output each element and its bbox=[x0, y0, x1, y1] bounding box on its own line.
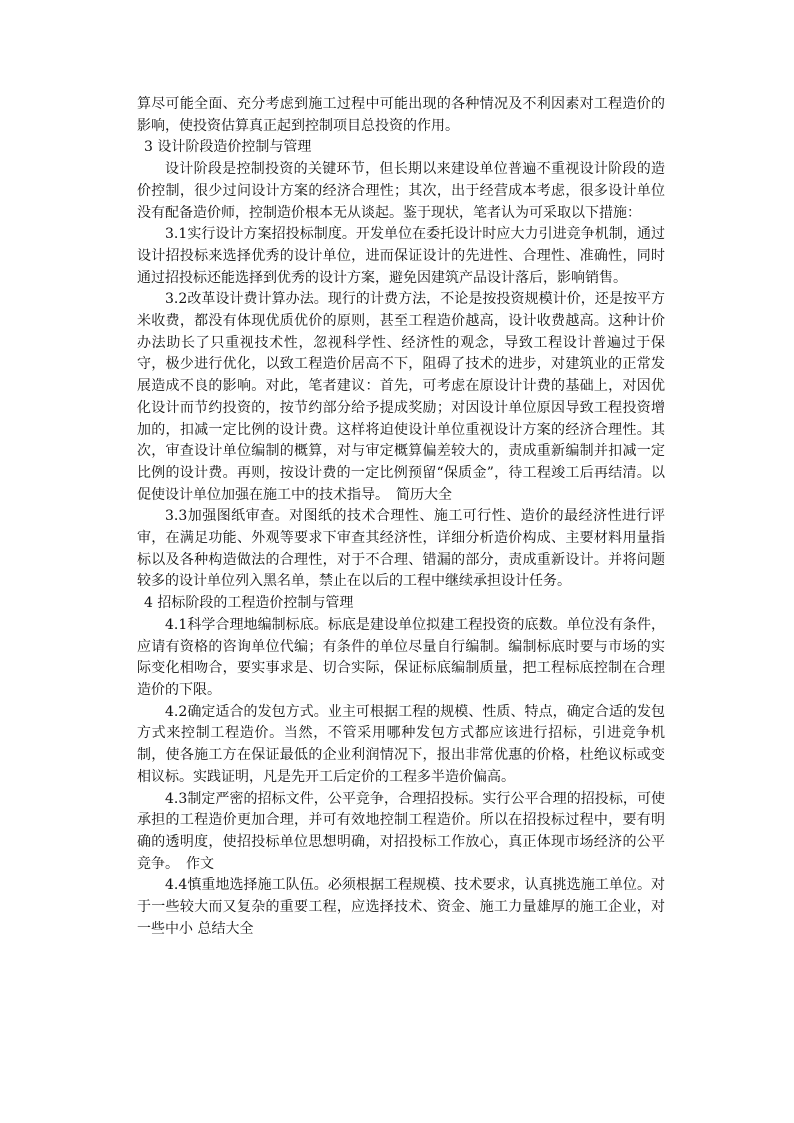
body-paragraph: 4.2确定适合的发包方式。业主可根据工程的规模、性质、特点，确定合适的发包方式来控制工程造价。当然，不管采用哪种发包方式都应该进行招标，引进竞争机制，使各施工方在保证最低的企业利润情况下，报出非常优惠的价格，杜绝议标或变相议标。实践证明，凡是先开工后定价的工程多半造价偏高。 bbox=[137, 703, 665, 785]
section-heading: 3 设计阶段造价控制与管理 bbox=[144, 139, 312, 156]
document-page bbox=[137, 94, 665, 940]
body-paragraph: 4.4慎重地选择施工队伍。必须根据工程规模、技术要求，认真挑选施工单位。对于一些较大而又复杂的重要工程，应选择技术、资金、施工力量雄厚的施工企业，对一些中小 总结大全 bbox=[137, 877, 665, 937]
body-paragraph: 算尽可能全面、充分考虑到施工过程中可能出现的各种情况及不利因素对工程造价的影响，使投资估算真正起到控制项目总投资的作用。 bbox=[137, 96, 665, 134]
body-paragraph: 3.2改革设计费计算办法。现行的计费方法，不论是按投资规模计价，还是按平方米收费，都没有体现优质优价的原则，甚至工程造价越高，设计收费越高。这种计价办法助长了只重视技术性，忽视科学性、经济性的观念，导致工程设计普遍过于保守，极少进行优化，以致工程造价居高不下，阻碍了技术的进步，对建筑业的正常发展造成不良的影响。对此，笔者建议：首先，可考虑在原设计计费的基础上，对因优化设计而节约投资的，按节约部分给予提成奖励；对因设计单位原因导致工程投资增加的，扣减一定比例的设计费。这样将迫使设计单位重视设计方案的经济合理性。其次，审查设计单位编制的概算，对与审定概算偏差较大的，责成重新编制并扣减一定比例的设计费。再则，按设计费的一定比例预留“保质金”，待工程竣工后再结清。以促使设计单位加强在施工中的技术指导。 简历大全 bbox=[137, 291, 665, 503]
body-paragraph: 4.1科学合理地编制标底。标底是建设单位拟建工程投资的底数。单位没有条件，应请有资格的咨询单位代编；有条件的单位尽量自行编制。编制标底时要与市场的实际变化相吻合，要实事求是、切合实际，保证标底编制质量，把工程标底控制在合理造价的下限。 bbox=[137, 616, 665, 698]
section-heading: 4 招标阶段的工程造价控制与管理 bbox=[144, 595, 354, 612]
body-paragraph: 3.3加强图纸审查。对图纸的技术合理性、施工可行性、造价的最经济性进行评审，在满足功能、外观等要求下审查其经济性，详细分析造价构成、主要材料用量指标以及各种构造做法的合理性，对于不合理、错漏的部分，责成重新设计。并将问题较多的设计单位列入黑名单，禁止在以后的工程中继续承担设计任务。 bbox=[137, 508, 665, 590]
body-paragraph: 设计阶段是控制投资的关键环节，但长期以来建设单位普遍不重视设计阶段的造价控制，很少过问设计方案的经济合理性；其次，出于经营成本考虑，很多设计单位没有配备造价师，控制造价根本无从谈起。鉴于现状，笔者认为可采取以下措施： bbox=[137, 161, 665, 221]
body-paragraph: 3.1实行设计方案招投标制度。开发单位在委托设计时应大力引进竞争机制，通过设计招投标来选择优秀的设计单位，进而保证设计的先进性、合理性、准确性，同时通过招投标还能选择到优秀的设计方案，避免因建筑产品设计落后，影响销售。 bbox=[137, 226, 665, 286]
body-paragraph: 4.3制定严密的招标文件，公平竞争，合理招投标。实行公平合理的招投标，可使承担的工程造价更加合理，并可有效地控制工程造价。所以在招投标过程中，要有明确的透明度，使招投标单位思想明确，对招投标工作放心，真正体现市场经济的公平竞争。 作文 bbox=[137, 790, 665, 872]
